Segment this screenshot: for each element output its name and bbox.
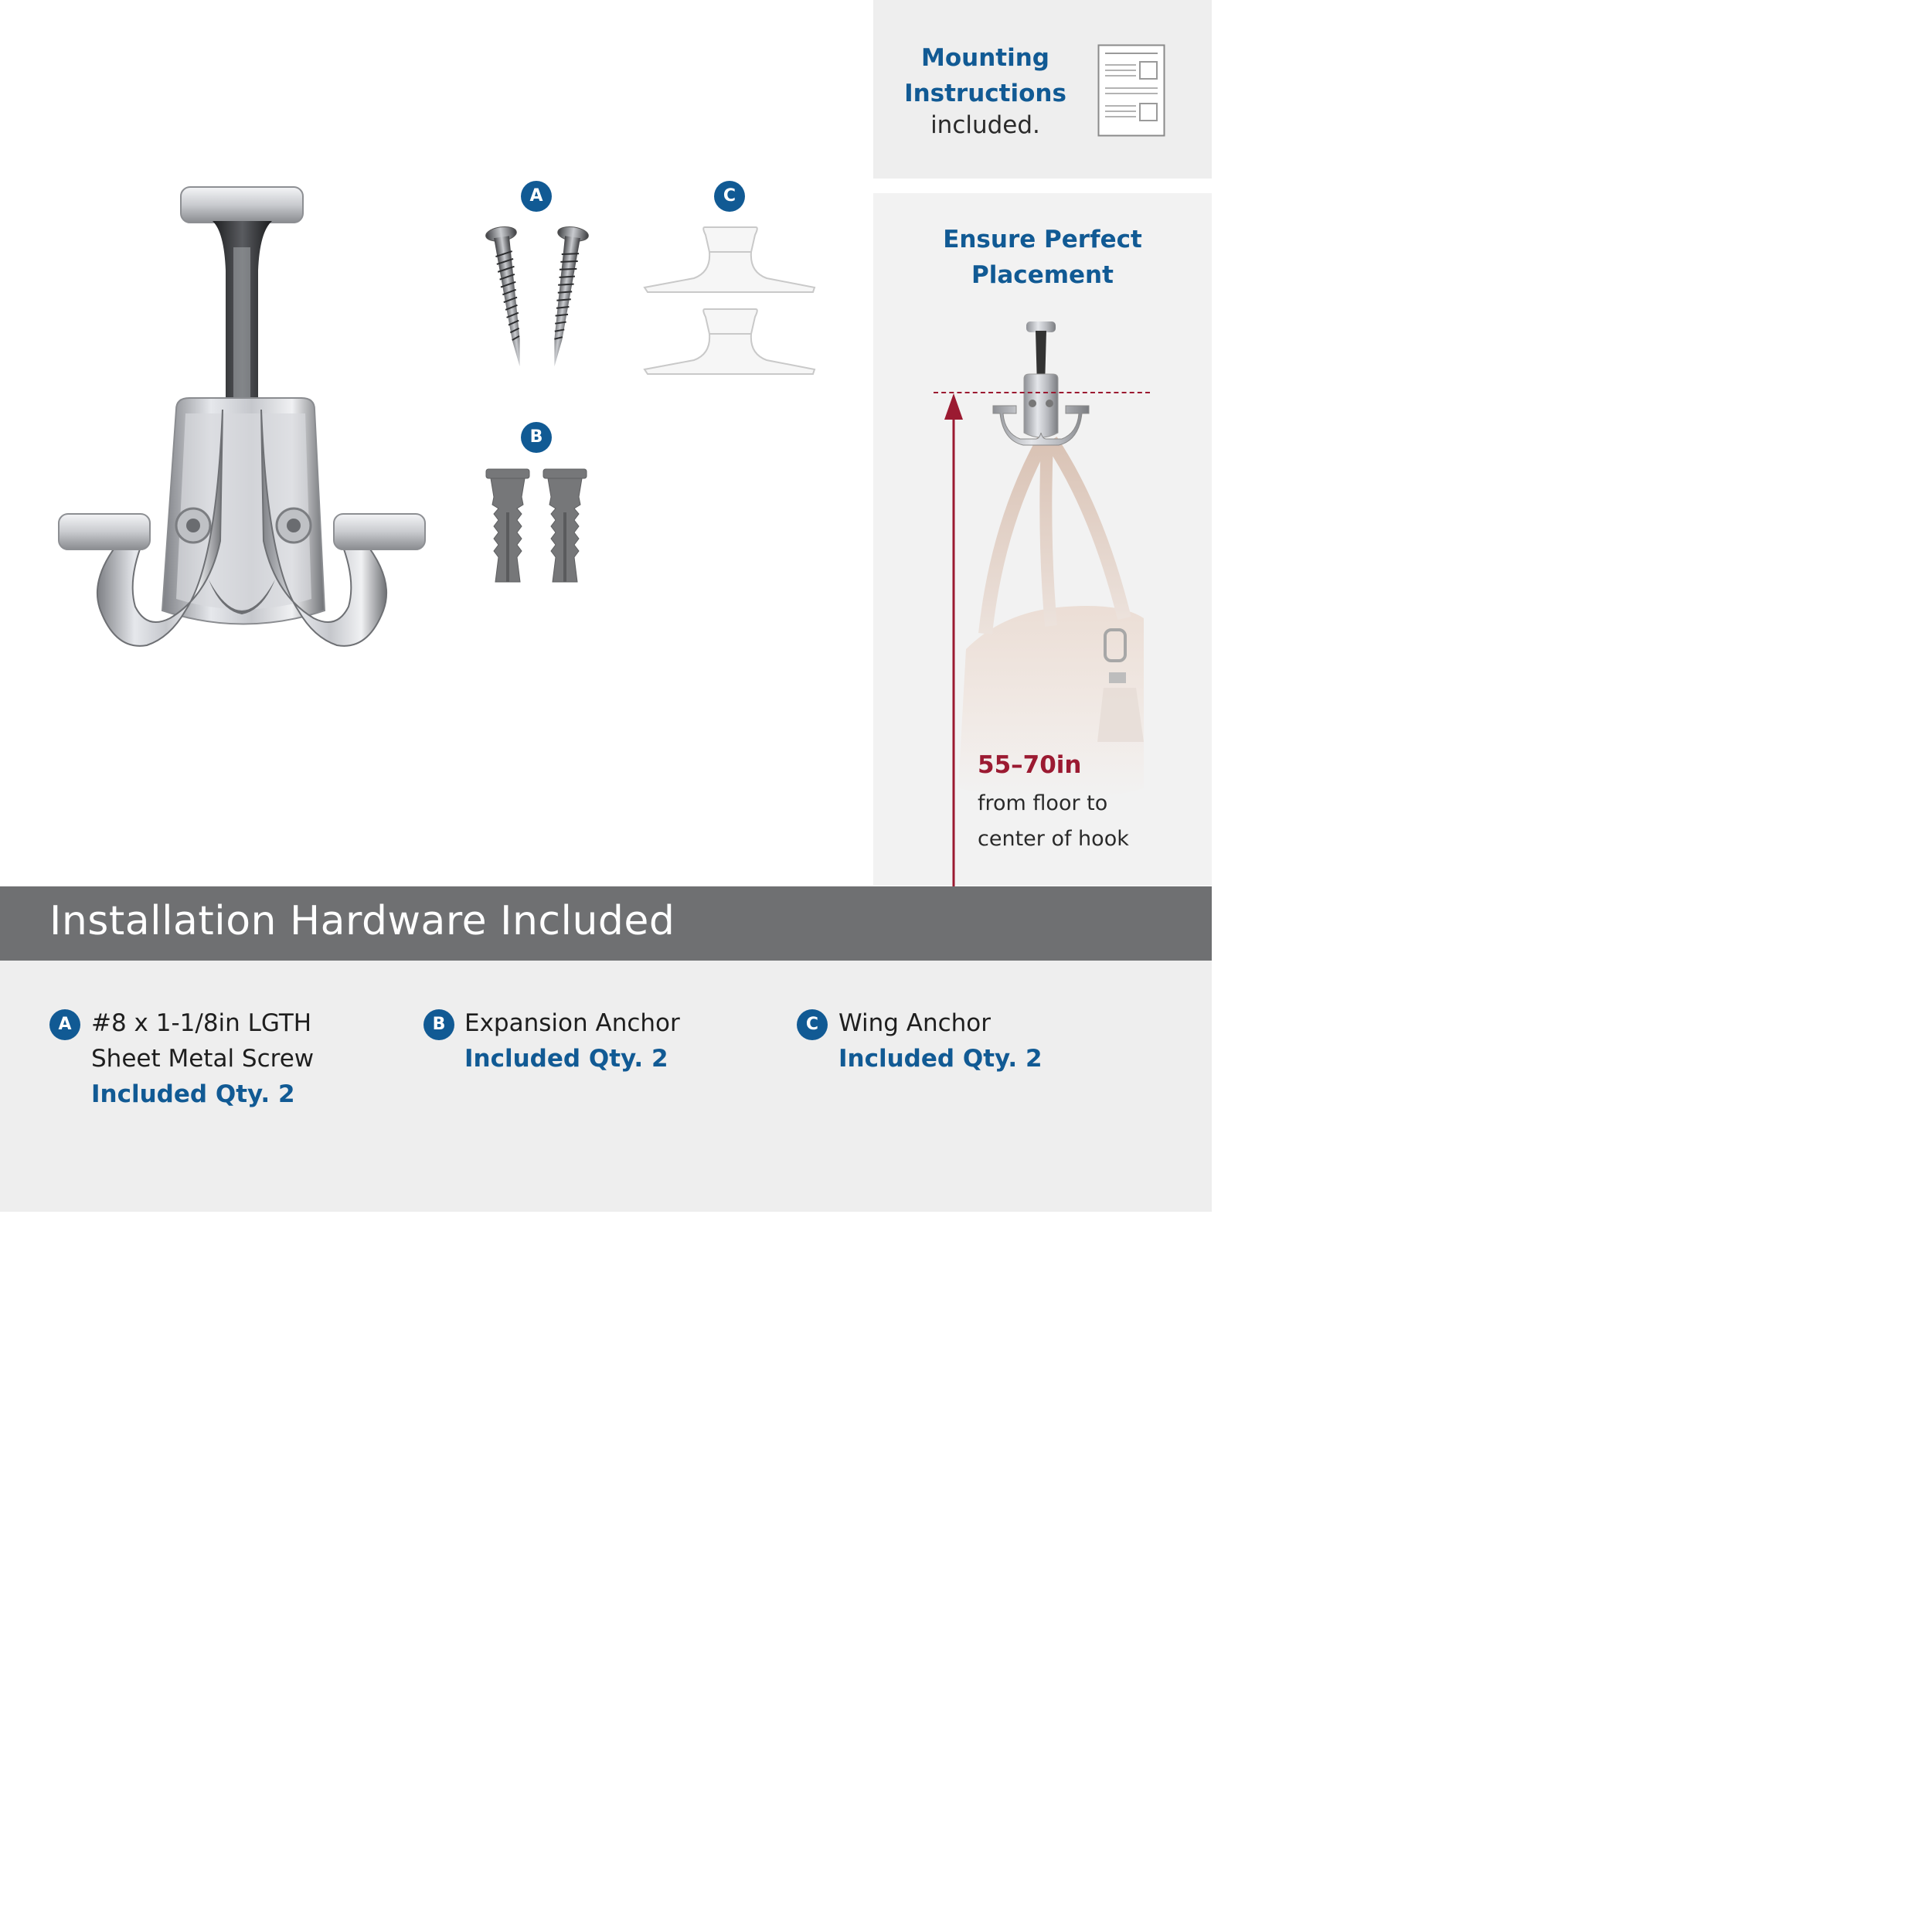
mounting-instructions-title [889, 40, 1082, 111]
item-b-line1: Expansion Anchor [464, 1009, 680, 1037]
placement-title-line2: Placement [971, 261, 1114, 289]
mounting-title-line1: Mounting [921, 44, 1049, 72]
placement-title [912, 222, 1173, 293]
hardware-badge-b: B [521, 422, 552, 453]
placement-caption-line1: from floor to [978, 791, 1108, 815]
placement-title-line1: Ensure Perfect [943, 226, 1142, 253]
wing-anchor-icon [643, 226, 818, 380]
double-hook-image [54, 178, 433, 657]
placement-measurement: 55–70in [978, 751, 1082, 779]
mounting-title-line2: Instructions [904, 80, 1066, 107]
item-b-badge: B [423, 1009, 454, 1040]
document-icon [1097, 44, 1165, 137]
mounting-instructions-subtitle: included. [930, 111, 1040, 139]
height-arrow-icon [941, 392, 966, 888]
item-b-qty: Included Qty. 2 [464, 1045, 668, 1073]
item-a-qty: Included Qty. 2 [91, 1080, 295, 1108]
hook-center-line [934, 392, 1150, 393]
installation-banner-title: Installation Hardware Included [49, 898, 675, 944]
expansion-anchor-icon [483, 466, 591, 590]
placement-caption-line2: center of hook [978, 827, 1129, 851]
item-a-line2: Sheet Metal Screw [91, 1045, 315, 1073]
item-c-qty: Included Qty. 2 [838, 1045, 1043, 1073]
hardware-badge-a: A [521, 181, 552, 212]
item-c-badge: C [797, 1009, 828, 1040]
item-a-badge: A [49, 1009, 80, 1040]
item-a-line1: #8 x 1-1/8in LGTH [91, 1009, 312, 1037]
item-c-line1: Wing Anchor [838, 1009, 992, 1037]
screw-icon [483, 224, 591, 371]
hardware-badge-c: C [714, 181, 745, 212]
